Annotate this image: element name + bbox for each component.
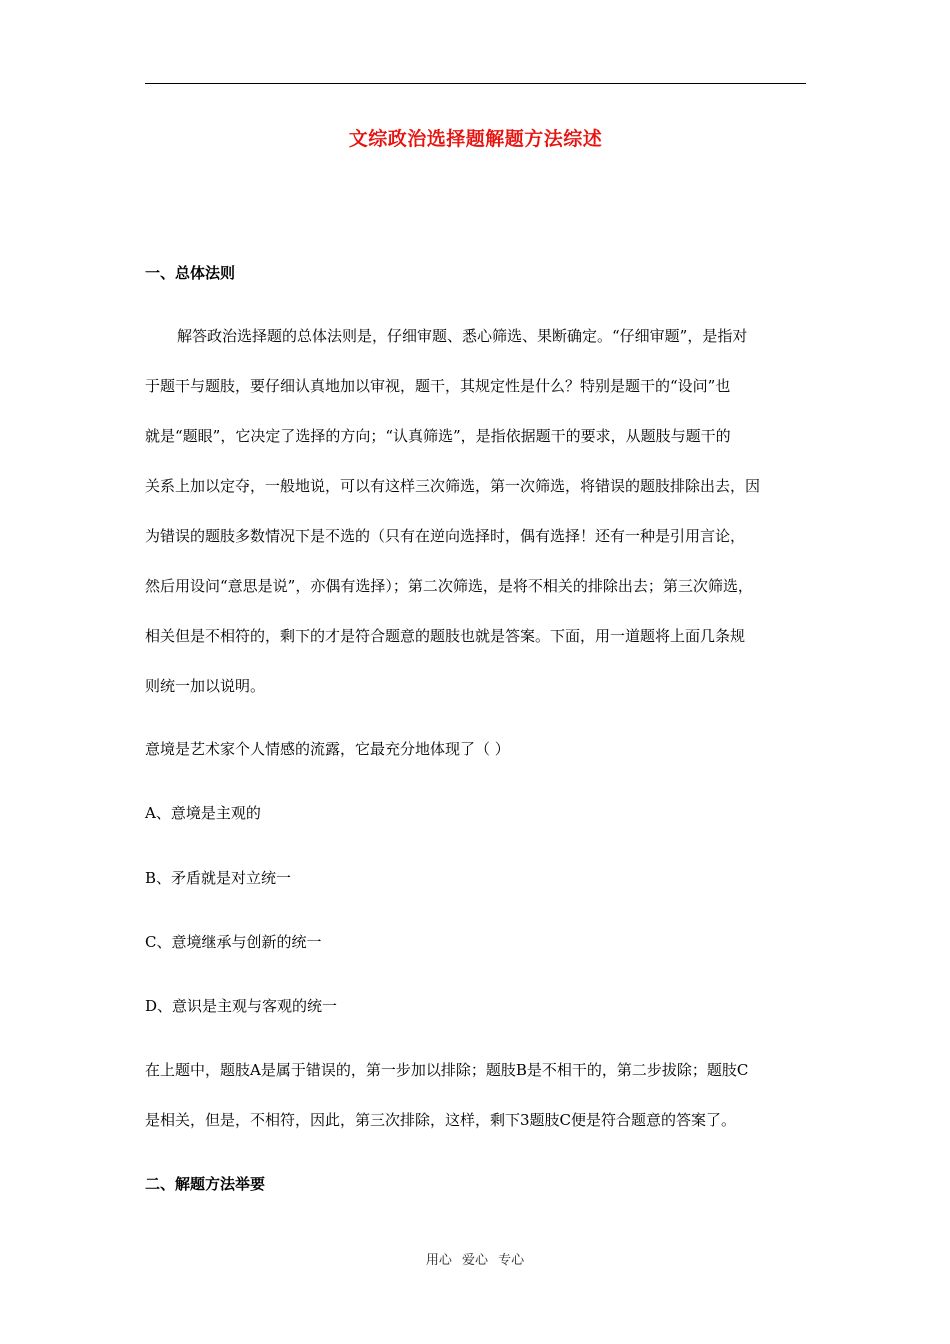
intro-line: 解答政治选择题的总体法则是，仔细审题、悉心筛选、果断确定。“仔细审题”，是指对 [177, 327, 748, 345]
document-title: 文综政治选择题解题方法综述 [348, 128, 603, 150]
page-footer: 用心 爱心 专心 [425, 1253, 525, 1268]
intro-line: 相关但是不相符的，剩下的才是符合题意的题肢也就是答案。下面，用一道题将上面几条规 [145, 627, 746, 645]
option-b: B、矛盾就是对立统一 [145, 869, 292, 887]
intro-line: 就是“题眼”，它决定了选择的方向；“认真筛选”，是指依据题干的要求，从题肢与题干的 [145, 427, 731, 445]
intro-line: 然后用设问“意思是说”，亦偶有选择）；第二次筛选，是将不相关的排除出去；第三次筛选， [145, 577, 753, 595]
analysis-line: 在上题中，题肢A是属于错误的，第一步加以排除；题肢B是不相干的，第二步拔除；题肢C [145, 1061, 749, 1079]
intro-paragraph [145, 311, 806, 711]
intro-line: 为错误的题肢多数情况下是不选的（只有在逆向选择时，偶有选择！还有一种是引用言论， [145, 527, 746, 545]
option-c: C、意境继承与创新的统一 [145, 933, 322, 951]
intro-line: 则统一加以说明。 [145, 677, 266, 695]
section-heading-2: 二、解题方法举要 [145, 1175, 266, 1193]
intro-line: 于题干与题肢，要仔细认真地加以审视，题干，其规定性是什么？特别是题干的“设问”也 [145, 377, 731, 395]
option-a: A、意境是主观的 [145, 804, 261, 822]
analysis-line: 是相关，但是，不相符，因此，第三次排除，这样，剩下3题肢C便是符合题意的答案了。 [145, 1111, 737, 1129]
header-rule [145, 83, 806, 84]
section-heading-1: 一、总体法则 [145, 264, 236, 282]
question-text: 意境是艺术家个人情感的流露，它最充分地体现了（ ） [145, 740, 510, 758]
intro-line: 关系上加以定夺，一般地说，可以有这样三次筛选，第一次筛选，将错误的题肢排除出去，因 [145, 477, 761, 495]
option-d: D、意识是主观与客观的统一 [145, 997, 338, 1015]
